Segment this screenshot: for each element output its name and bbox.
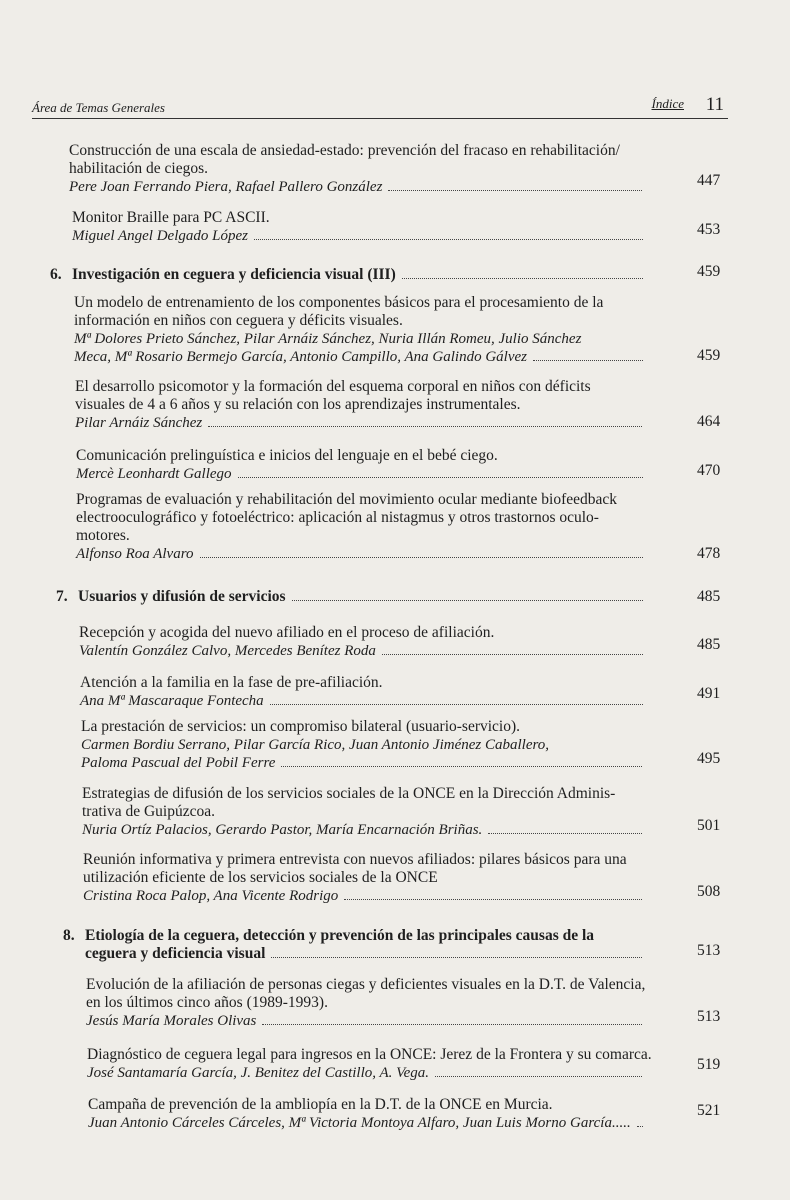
leader-dots — [382, 654, 643, 655]
entry-authors-text: Nuria Ortíz Palacios, Gerardo Pastor, María Encarnación Briñas. — [82, 822, 483, 838]
header-page-number: 11 — [705, 94, 724, 115]
leader-dots — [262, 1024, 642, 1025]
entry-authors-line — [74, 348, 645, 366]
entry-authors-line — [75, 414, 645, 432]
entry-authors-line — [79, 642, 645, 660]
header-index-label: Índice — [651, 96, 684, 111]
entry-title-line: El desarrollo psicomotor y la formación del esquema corporal en niños con déficits — [75, 378, 591, 395]
header-section-title: Área de Temas Generales — [32, 100, 165, 115]
entry-page-number: 491 — [697, 685, 721, 702]
entry-page-number: 478 — [697, 545, 721, 562]
leader-dots — [254, 239, 643, 240]
entry-page-number: 508 — [697, 883, 721, 900]
leader-dots — [200, 557, 643, 558]
section-title-line — [85, 927, 645, 945]
entry-authors-text: Ana Mª Mascaraque Fontecha — [80, 693, 264, 709]
entry-authors-text: Juan Antonio Cárceles Cárceles, Mª Victoria Montoya Alfaro, Juan Luis Morno García..... — [88, 1115, 631, 1131]
entry-title-line: visuales de 4 a 6 años y su relación con los aprendizajes instrumentales. — [75, 396, 521, 413]
section-page-number: 459 — [697, 263, 721, 280]
entry-title-line: en los últimos cinco años (1989-1993). — [86, 994, 328, 1011]
leader-dots — [533, 360, 643, 361]
entry-authors-text: Mercè Leonhardt Gallego — [76, 466, 232, 482]
leader-dots — [488, 833, 642, 834]
entry-page-number: 495 — [697, 750, 721, 767]
entry-authors-line — [88, 1114, 645, 1132]
entry-page-number: 519 — [697, 1056, 721, 1073]
section-title-text: Investigación en ceguera y deficiencia visual (III) — [72, 266, 396, 283]
entry-title-line: Programas de evaluación y rehabilitación del movimiento ocular mediante biofeedback — [76, 491, 618, 508]
section-page-number: 485 — [697, 588, 721, 605]
entry-authors-text: Valentín González Calvo, Mercedes Benítez Roda — [79, 643, 376, 659]
entry-title-line: Monitor Braille para PC ASCII. — [72, 209, 270, 226]
entry-title-line: motores. — [76, 527, 130, 544]
section-title-line — [85, 945, 645, 963]
entry-page-number: 464 — [697, 413, 721, 430]
entry-authors-text: Mª Dolores Prieto Sánchez, Pilar Arnáiz Sánchez, Nuria Illán Romeu, Julio Sánchez — [74, 331, 582, 347]
entry-authors-text: Cristina Roca Palop, Ana Vicente Rodrigo — [83, 888, 339, 904]
entry-title-line: Diagnóstico de ceguera legal para ingresos en la ONCE: Jerez de la Frontera y su comarca. — [87, 1046, 652, 1063]
entry-authors-line — [86, 1012, 645, 1030]
entry-page-number: 513 — [697, 1008, 721, 1025]
leader-dots — [402, 278, 643, 279]
leader-dots — [271, 957, 642, 958]
leader-dots — [238, 477, 643, 478]
entry-authors-line — [83, 887, 645, 905]
entry-authors-text: Jesús María Morales Olivas — [86, 1013, 257, 1029]
entry-title-line: utilización eficiente de los servicios sociales de la ONCE — [83, 869, 438, 886]
entry-title-line: Atención a la familia en la fase de pre-afiliación. — [80, 674, 383, 691]
entry-title-line: Recepción y acogida del nuevo afiliado en el proceso de afiliación. — [79, 624, 495, 641]
entry-authors-line — [72, 227, 645, 245]
entry-authors-line — [87, 1064, 645, 1082]
entry-title-line: Un modelo de entrenamiento de los componentes básicos para el procesamiento de la — [74, 294, 604, 311]
entry-page-number: 453 — [697, 221, 721, 238]
entry-authors-line — [81, 754, 645, 772]
entry-authors-line — [81, 736, 645, 754]
entry-authors-line — [82, 821, 645, 839]
entry-title-line: Evolución de la afiliación de personas ciegas y deficientes visuales en la D.T. de Valencia, — [86, 976, 646, 993]
leader-dots — [292, 600, 643, 601]
entry-page-number: 501 — [697, 817, 721, 834]
entry-authors-text: Paloma Pascual del Pobil Ferre — [81, 755, 276, 771]
leader-dots — [208, 426, 642, 427]
entry-title-line: La prestación de servicios: un compromiso bilateral (usuario-servicio). — [81, 718, 521, 735]
section-title-text: Usuarios y difusión de servicios — [78, 588, 286, 605]
entry-title-line: electrooculográfico y fotoeléctrico: aplicación al nistagmus y otros trastornos oculo- — [76, 509, 599, 526]
section-title-text: Etiología de la ceguera, detección y prevención de las principales causas de la — [85, 927, 595, 944]
entry-title-line: Estrategias de difusión de los servicios sociales de la ONCE en la Dirección Adminis- — [82, 785, 616, 802]
section-title-line — [72, 266, 645, 284]
running-header — [32, 92, 728, 119]
section-number: 7. — [56, 588, 68, 605]
entry-authors-line — [76, 465, 645, 483]
leader-dots — [435, 1076, 642, 1077]
entry-authors-line — [76, 545, 645, 563]
leader-dots — [637, 1126, 643, 1127]
entry-authors-text: Pilar Arnáiz Sánchez — [75, 415, 203, 431]
entry-authors-text: Pere Joan Ferrando Piera, Rafael Pallero González — [69, 179, 383, 195]
entry-title-line: Comunicación prelinguística e inicios del lenguaje en el bebé ciego. — [76, 447, 498, 464]
entry-authors-text: Miguel Angel Delgado López — [72, 228, 248, 244]
leader-dots — [388, 190, 642, 191]
section-number: 6. — [50, 266, 62, 283]
entry-page-number: 447 — [697, 172, 721, 189]
section-number: 8. — [63, 927, 75, 944]
entry-authors-text: Alfonso Roa Alvaro — [76, 546, 194, 562]
entry-authors-text: José Santamaría García, J. Benitez del Castillo, A. Vega. — [87, 1065, 430, 1081]
leader-dots — [281, 766, 642, 767]
section-page-number: 513 — [697, 942, 721, 959]
entry-title-line: Campaña de prevención de la ambliopía en la D.T. de la ONCE en Murcia. — [88, 1096, 553, 1113]
entry-title-line: Construcción de una escala de ansiedad-estado: prevención del fracaso en rehabilitación/ — [69, 142, 620, 159]
entry-page-number: 521 — [697, 1102, 721, 1119]
entry-title-line: Reunión informativa y primera entrevista con nuevos afiliados: pilares básicos para una — [83, 851, 627, 868]
entry-title-line: habilitación de ciegos. — [69, 160, 209, 177]
entry-page-number: 485 — [697, 636, 721, 653]
entry-page-number: 470 — [697, 462, 721, 479]
leader-dots — [270, 704, 643, 705]
entry-authors-line — [69, 178, 645, 196]
section-title-text: ceguera y deficiencia visual — [85, 945, 266, 962]
entry-authors-line — [74, 330, 645, 348]
section-title-line — [78, 588, 645, 606]
entry-authors-text: Meca, Mª Rosario Bermejo García, Antonio Campillo, Ana Galindo Gálvez — [74, 349, 527, 365]
entry-authors-line — [80, 692, 645, 710]
entry-title-line: trativa de Guipúzcoa. — [82, 803, 215, 820]
entry-authors-text: Carmen Bordiu Serrano, Pilar García Rico, Juan Antonio Jiménez Caballero, — [81, 737, 550, 753]
leader-dots — [344, 899, 642, 900]
entry-title-line: información en niños con ceguera y déficits visuales. — [74, 312, 403, 329]
entry-page-number: 459 — [697, 347, 721, 364]
